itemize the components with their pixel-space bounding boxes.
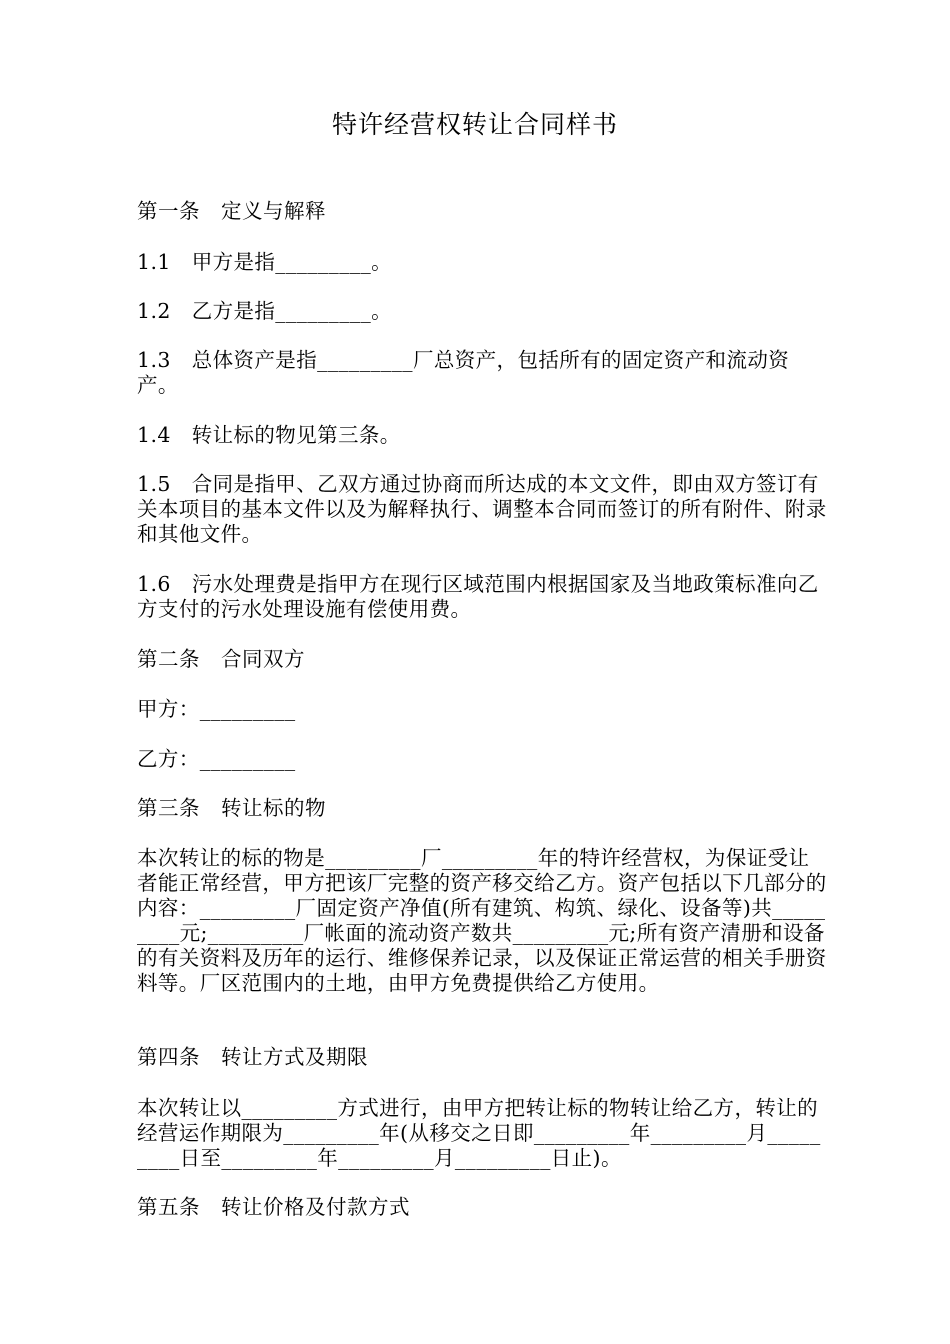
party-a-line: 甲方：_________ [137,697,296,721]
article-1-heading: 第一条 定义与解释 [137,199,326,223]
article-3-heading: 第三条 转让标的物 [137,796,326,820]
article-4-body: 本次转让以_________方式进行，由甲方把转让标的物转让给乙方，转让的经营运作期限为_________年(从移交之日即_________年_________月_________日至_________年_________月_________日止)。 [137,1096,821,1170]
article-2-heading: 第二条 合同双方 [137,647,305,671]
article-5-heading: 第五条 转让价格及付款方式 [137,1195,410,1219]
clause-1-5: 1.5 合同是指甲、乙双方通过协商而所达成的本文文件，即由双方签订有关本项目的基本文件以及为解释执行、调整本合同而签订的所有附件、附录和其他文件。 [137,472,827,546]
clause-1-6: 1.6 污水处理费是指甲方在现行区域范围内根据国家及当地政策标准向乙方支付的污水处理设施有偿使用费。 [137,572,819,621]
clause-1-2: 1.2 乙方是指_________。 [137,299,393,323]
clause-1-4: 1.4 转让标的物见第三条。 [137,423,401,447]
clause-1-3: 1.3 总体资产是指_________厂总资产，包括所有的固定资产和流动资产。 [137,348,790,397]
clause-1-1: 1.1 甲方是指_________。 [137,250,393,274]
article-3-body: 本次转让的标的物是_________厂_________年的特许经营权，为保证受让者能正常经营，甲方把该厂完整的资产移交给乙方。资产包括以下几部分的内容：_________厂固定资产净值(所有建筑、构筑、绿化、设备等)共_________元;_________厂帐面的流动资产数共_________元;所有资产清册和设备的有关资料及历年的运行、维修保养记录，以及保证正常运营的相关手册资料等。厂区范围内的土地，由甲方免费提供给乙方使用。 [137,846,827,995]
document-title: 特许经营权转让合同样书 [331,110,618,139]
party-b-line: 乙方：_________ [137,747,296,771]
article-4-heading: 第四条 转让方式及期限 [137,1045,368,1069]
